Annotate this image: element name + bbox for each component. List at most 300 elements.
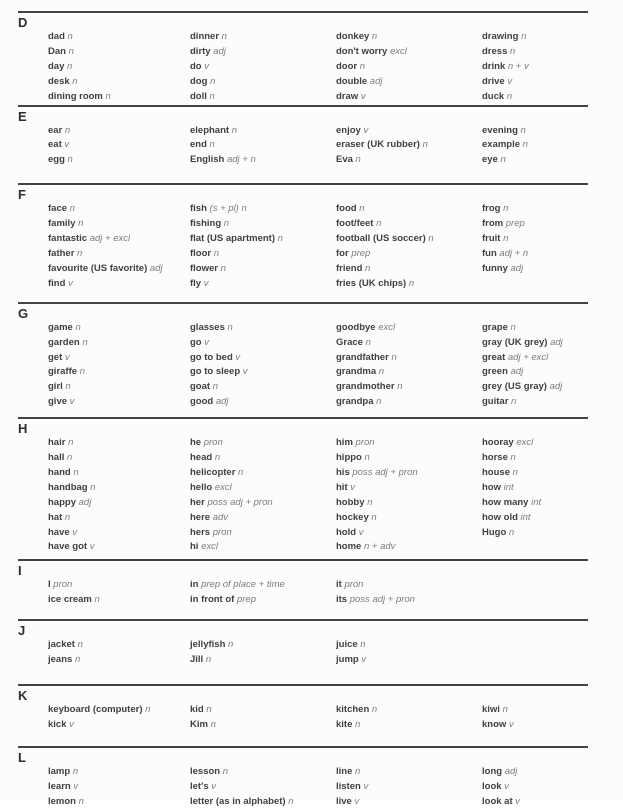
- word-text: let's: [190, 780, 209, 792]
- pos-tag: prep of place + time: [201, 579, 285, 591]
- word-text: Hugo: [482, 526, 507, 538]
- pos-tag: n: [422, 139, 428, 151]
- pos-tag: pron: [203, 437, 223, 449]
- word-text: ice cream: [48, 594, 92, 606]
- pos-tag: n: [512, 466, 518, 478]
- pos-tag: (s + pl) n: [209, 203, 247, 215]
- word-entry: [190, 795, 336, 810]
- pos-tag: n: [288, 795, 294, 807]
- word-entry: [48, 30, 190, 45]
- word-text: keyboard (computer): [48, 704, 143, 715]
- word-entry: [190, 30, 336, 45]
- word-text: hair: [48, 437, 66, 449]
- word-text: dog: [190, 75, 208, 87]
- word-entry: [482, 124, 588, 139]
- word-text: go to sleep: [190, 366, 241, 378]
- pos-tag: n: [510, 45, 516, 57]
- section-letter: E: [18, 108, 27, 124]
- word-text: drink: [482, 60, 506, 72]
- word-entry: [48, 138, 190, 153]
- word-text: how: [482, 481, 501, 493]
- word-text: egg: [48, 154, 65, 166]
- section-D: [0, 11, 623, 105]
- word-text: eat: [48, 139, 62, 151]
- pos-tag: n: [94, 594, 100, 606]
- word-entry: [336, 436, 482, 451]
- word-entry: [48, 765, 190, 780]
- word-text: example: [482, 139, 521, 151]
- word-entry: [482, 336, 588, 351]
- pos-tag: n: [75, 321, 81, 333]
- word-entry: [482, 451, 588, 466]
- word-text: evening: [482, 124, 518, 136]
- pos-tag: n: [359, 60, 366, 72]
- word-entry: [190, 321, 336, 336]
- word-text: eye: [482, 154, 498, 166]
- word-entry: [336, 718, 482, 733]
- word-text: garden: [48, 336, 80, 348]
- word-entry: [190, 153, 336, 168]
- word-column: [482, 703, 588, 733]
- word-text: kiwi: [482, 704, 500, 715]
- word-text: double: [336, 75, 368, 87]
- word-columns: [48, 30, 588, 105]
- section-I: [0, 559, 623, 619]
- pos-tag: v: [235, 351, 241, 363]
- word-column: [48, 30, 190, 105]
- word-text: him: [336, 437, 353, 449]
- word-text: donkey: [336, 31, 370, 42]
- word-entry: [48, 380, 190, 395]
- pos-tag: n: [72, 75, 78, 87]
- word-text: glasses: [190, 321, 225, 333]
- pos-tag: adj + n: [226, 154, 256, 166]
- word-entry: [48, 153, 190, 168]
- pos-tag: excl: [378, 321, 396, 333]
- word-entry: [48, 247, 190, 262]
- word-text: face: [48, 203, 68, 215]
- pos-tag: n: [74, 654, 81, 666]
- word-entry: [48, 336, 190, 351]
- word-text: friend: [336, 262, 363, 274]
- word-entry: [482, 481, 588, 496]
- pos-tag: n: [376, 396, 382, 408]
- word-entry: [48, 45, 190, 60]
- word-entry: [482, 365, 588, 380]
- word-entry: [48, 540, 190, 555]
- word-entry: [336, 380, 482, 395]
- word-text: jeans: [48, 654, 73, 666]
- word-text: home: [336, 541, 362, 553]
- pos-tag: n: [378, 366, 385, 378]
- word-text: long: [482, 765, 503, 777]
- word-text: house: [482, 466, 510, 478]
- word-column: [336, 436, 482, 555]
- word-text: lemon: [48, 795, 76, 807]
- word-text: it: [336, 579, 342, 591]
- pos-tag: n: [72, 765, 79, 777]
- word-entry: [482, 795, 588, 810]
- word-text: letter (as in alphabet): [190, 795, 286, 807]
- pos-tag: v: [64, 351, 70, 363]
- pos-tag: v: [64, 139, 70, 151]
- word-text: family: [48, 218, 76, 230]
- word-column: [336, 321, 482, 410]
- pos-tag: v: [89, 541, 95, 553]
- word-entry: [48, 703, 190, 718]
- word-entry: [336, 262, 482, 277]
- section-L: [0, 746, 623, 810]
- word-entry: [336, 336, 482, 351]
- word-entry: [48, 321, 190, 336]
- pos-tag: prep: [236, 594, 256, 606]
- pos-tag: v: [69, 396, 75, 408]
- word-text: kick: [48, 718, 67, 730]
- word-entry: [336, 466, 482, 481]
- word-text: hi: [190, 541, 199, 553]
- pos-tag: n: [209, 90, 215, 102]
- word-entry: [190, 138, 336, 153]
- pos-tag: n: [77, 639, 83, 651]
- word-entry: [190, 780, 336, 795]
- pos-tag: n: [228, 639, 234, 651]
- pos-tag: n: [371, 31, 378, 42]
- pos-tag: n + adv: [363, 541, 396, 553]
- word-text: juice: [336, 639, 358, 651]
- pos-tag: n: [508, 526, 515, 538]
- pos-tag: adj: [510, 262, 524, 274]
- section-letter: K: [18, 688, 28, 703]
- word-text: hobby: [336, 496, 365, 508]
- word-text: Dan: [48, 45, 66, 57]
- word-text: door: [336, 60, 358, 72]
- word-entry: [336, 496, 482, 511]
- word-text: hers: [190, 526, 211, 538]
- pos-tag: v: [363, 124, 369, 136]
- word-entry: [482, 90, 588, 105]
- word-entry: [482, 247, 588, 262]
- word-entry: [190, 765, 336, 780]
- word-column: [190, 202, 336, 291]
- word-entry: [336, 30, 482, 45]
- word-text: fly: [190, 277, 202, 289]
- word-entry: [190, 336, 336, 351]
- word-entry: [48, 232, 190, 247]
- word-text: fruit: [482, 233, 501, 245]
- word-text: look: [482, 780, 502, 792]
- word-text: grandmother: [336, 381, 395, 393]
- word-entry: [48, 578, 190, 593]
- word-entry: [190, 351, 336, 366]
- pos-tag: int: [520, 511, 531, 523]
- pos-tag: n: [78, 795, 84, 807]
- word-entry: [190, 262, 336, 277]
- pos-tag: n: [371, 704, 378, 715]
- word-text: for: [336, 247, 349, 259]
- word-text: grandfather: [336, 351, 389, 363]
- word-entry: [48, 351, 190, 366]
- word-entry: [336, 780, 482, 795]
- word-entry: [336, 247, 482, 262]
- word-text: dinner: [190, 31, 220, 42]
- pos-tag: excl: [516, 437, 534, 449]
- section-J: [0, 619, 623, 684]
- word-text: football (US soccer): [336, 233, 426, 245]
- pos-tag: n: [68, 45, 74, 57]
- word-entry: [48, 365, 190, 380]
- word-text: jump: [336, 654, 359, 666]
- pos-tag: adj: [550, 336, 563, 348]
- pos-tag: n: [503, 203, 509, 215]
- pos-tag: excl: [389, 45, 407, 57]
- pos-tag: int: [503, 481, 514, 493]
- word-text: handbag: [48, 481, 88, 493]
- pos-tag: n: [408, 277, 415, 289]
- word-text: head: [190, 452, 213, 464]
- pos-tag: n: [221, 31, 227, 42]
- word-entry: [482, 780, 588, 795]
- word-entry: [336, 60, 482, 75]
- word-text: dad: [48, 31, 65, 42]
- word-text: give: [48, 396, 68, 408]
- word-entry: [482, 30, 588, 45]
- word-text: don't worry: [336, 45, 388, 57]
- pos-tag: n: [360, 639, 366, 651]
- pos-tag: n: [67, 154, 73, 166]
- word-text: jacket: [48, 639, 75, 651]
- pos-tag: n: [105, 90, 111, 102]
- word-columns: [48, 765, 588, 810]
- word-entry: [190, 466, 336, 481]
- word-entry: [482, 395, 588, 410]
- word-entry: [336, 321, 482, 336]
- pos-tag: excl: [201, 541, 218, 553]
- pos-tag: n: [391, 351, 397, 363]
- word-text: good: [190, 396, 214, 408]
- pos-tag: n: [145, 704, 151, 715]
- pos-tag: n: [365, 262, 371, 274]
- pos-tag: v: [354, 795, 360, 807]
- word-entry: [48, 124, 190, 139]
- word-text: Kim: [190, 718, 208, 730]
- section-letter: I: [18, 563, 22, 579]
- pos-tag: n: [220, 262, 226, 274]
- word-entry: [482, 60, 588, 75]
- pos-tag: n: [371, 511, 377, 523]
- word-text: goat: [190, 381, 211, 393]
- word-text: from: [482, 218, 504, 230]
- pos-tag: n: [65, 381, 71, 393]
- word-entry: [48, 90, 190, 105]
- pos-tag: n: [355, 765, 361, 777]
- word-entry: [190, 653, 336, 668]
- word-text: English: [190, 154, 225, 166]
- word-text: have: [48, 526, 70, 538]
- word-entry: [190, 45, 336, 60]
- word-entry: [190, 232, 336, 247]
- word-text: hit: [336, 481, 348, 493]
- word-entry: [336, 124, 482, 139]
- word-text: grandpa: [336, 396, 374, 408]
- word-column: [336, 765, 482, 810]
- word-text: giraffe: [48, 366, 78, 378]
- word-entry: [336, 45, 482, 60]
- pos-tag: v: [358, 526, 364, 538]
- pos-tag: n: [355, 718, 361, 730]
- word-entry: [48, 496, 190, 511]
- pos-tag: n: [506, 90, 513, 102]
- pos-tag: prep: [351, 247, 371, 259]
- pos-tag: v: [203, 277, 209, 289]
- word-text: desk: [48, 75, 70, 87]
- word-entry: [336, 653, 482, 668]
- word-entry: [48, 436, 190, 451]
- word-entry: [48, 526, 190, 541]
- word-entry: [48, 511, 190, 526]
- pos-tag: v: [72, 526, 78, 538]
- word-column: [482, 436, 588, 555]
- pos-tag: v: [204, 60, 209, 72]
- pos-tag: n: [205, 654, 212, 666]
- word-column: [190, 30, 336, 105]
- section-E: [0, 105, 623, 184]
- pos-tag: n: [367, 496, 373, 508]
- word-text: kid: [190, 704, 204, 715]
- word-columns: [48, 638, 588, 668]
- pos-tag: v: [69, 718, 74, 730]
- word-entry: [48, 653, 190, 668]
- word-entry: [482, 351, 588, 366]
- word-entry: [336, 765, 482, 780]
- pos-tag: n: [214, 452, 221, 464]
- word-columns: [48, 436, 588, 555]
- pos-tag: v: [507, 75, 513, 87]
- word-entry: [48, 277, 190, 292]
- word-entry: [190, 496, 336, 511]
- word-entry: [190, 703, 336, 718]
- word-columns: [48, 321, 588, 410]
- word-entry: [48, 451, 190, 466]
- pos-tag: n: [64, 511, 71, 523]
- pos-tag: v: [504, 780, 509, 792]
- word-columns: [48, 703, 588, 733]
- word-text: end: [190, 139, 207, 151]
- word-text: look at: [482, 795, 513, 807]
- word-text: happy: [48, 496, 76, 508]
- pos-tag: n: [210, 75, 216, 87]
- word-entry: [336, 703, 482, 718]
- section-G: [0, 302, 623, 417]
- word-column: [482, 202, 588, 291]
- word-entry: [48, 60, 190, 75]
- pos-tag: n: [277, 233, 283, 245]
- word-text: in: [190, 579, 199, 591]
- word-text: hand: [48, 466, 71, 478]
- pos-tag: adj: [504, 765, 518, 777]
- word-text: drive: [482, 75, 505, 87]
- section-letter: J: [18, 623, 26, 639]
- word-text: green: [482, 366, 508, 378]
- pos-tag: adj + excl: [89, 233, 131, 245]
- word-text: go to bed: [190, 351, 233, 363]
- pos-tag: n: [68, 437, 74, 449]
- word-entry: [336, 232, 482, 247]
- pos-tag: adj: [510, 366, 524, 378]
- pos-tag: n: [365, 336, 371, 348]
- pos-tag: n: [64, 124, 71, 136]
- word-text: game: [48, 321, 73, 333]
- word-entry: [336, 202, 482, 217]
- word-entry: [48, 718, 190, 733]
- word-entry: [190, 436, 336, 451]
- pos-tag: n: [79, 366, 85, 378]
- word-entry: [336, 795, 482, 810]
- word-entry: [190, 217, 336, 232]
- pos-tag: adj + n: [499, 247, 529, 259]
- word-text: kitchen: [336, 704, 370, 715]
- word-entry: [190, 451, 336, 466]
- word-entry: [482, 153, 588, 168]
- pos-tag: n: [223, 218, 230, 230]
- word-text: great: [482, 351, 506, 363]
- word-entry: [190, 481, 336, 496]
- pos-tag: v: [211, 780, 217, 792]
- pos-tag: n: [359, 203, 365, 215]
- word-column: [482, 765, 588, 810]
- word-text: its: [336, 594, 348, 606]
- word-entry: [336, 540, 482, 555]
- pos-tag: v: [73, 780, 79, 792]
- pos-tag: v: [363, 780, 369, 792]
- word-text: in front of: [190, 594, 235, 606]
- word-text: floor: [190, 247, 212, 259]
- word-entry: [482, 496, 588, 511]
- pos-tag: n: [522, 139, 528, 151]
- word-text: enjoy: [336, 124, 361, 136]
- pos-tag: adj + excl: [507, 351, 549, 363]
- pos-tag: adj: [549, 381, 563, 393]
- section-letter: F: [18, 187, 26, 203]
- word-entry: [48, 466, 190, 481]
- word-entry: [48, 75, 190, 90]
- section-letter: G: [18, 305, 29, 321]
- word-column: [190, 638, 336, 668]
- word-entry: [190, 718, 336, 733]
- word-column: [482, 321, 588, 410]
- word-text: helicopter: [190, 466, 236, 478]
- word-column: [482, 30, 588, 105]
- word-column: [482, 638, 588, 668]
- pos-tag: v: [508, 718, 514, 730]
- word-text: lamp: [48, 765, 71, 777]
- word-column: [190, 321, 336, 410]
- word-entry: [190, 277, 336, 292]
- word-text: hall: [48, 452, 65, 464]
- word-text: foot/feet: [336, 218, 374, 230]
- word-entry: [336, 365, 482, 380]
- word-entry: [48, 780, 190, 795]
- word-entry: [190, 638, 336, 653]
- pos-tag: int: [531, 496, 542, 508]
- word-entry: [190, 511, 336, 526]
- word-entry: [190, 380, 336, 395]
- word-text: have got: [48, 541, 88, 553]
- word-text: how old: [482, 511, 518, 523]
- word-text: dress: [482, 45, 508, 57]
- word-column: [190, 578, 336, 608]
- word-text: eraser (UK rubber): [336, 139, 420, 151]
- pos-tag: pron: [53, 579, 73, 591]
